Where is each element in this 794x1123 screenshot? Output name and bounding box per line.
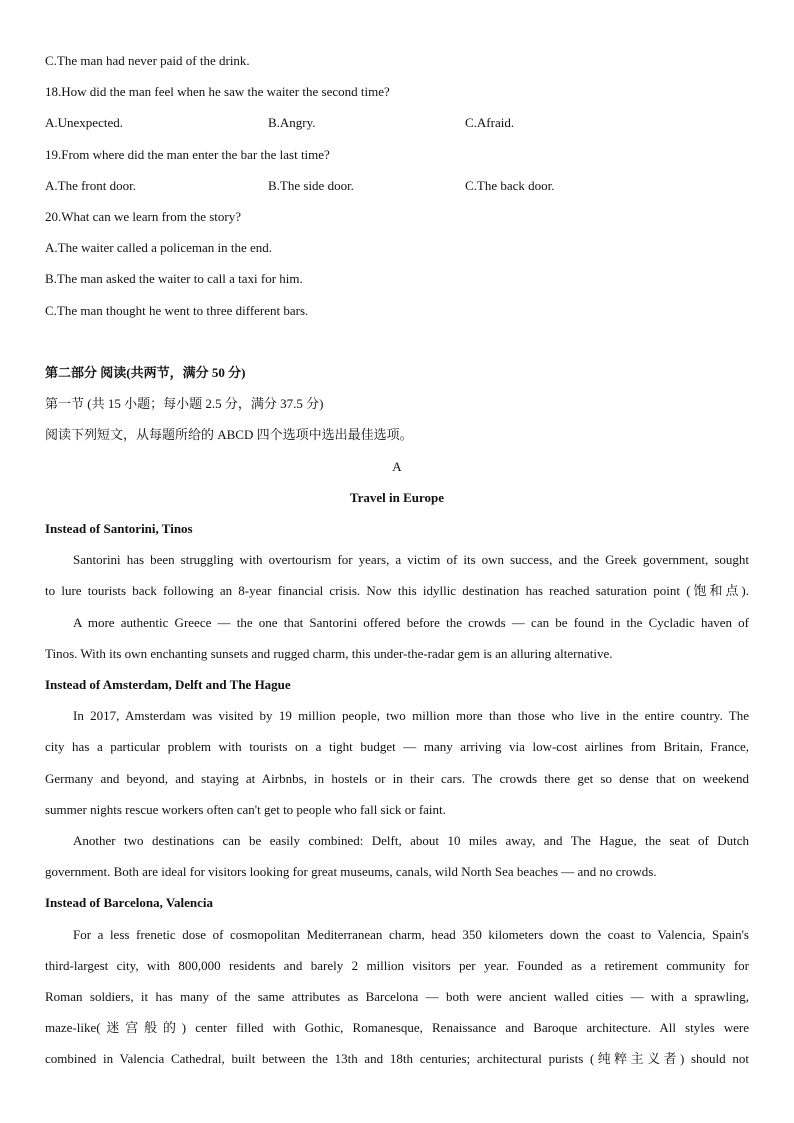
passage-title: Travel in Europe bbox=[349, 490, 445, 505]
paragraph-line: summer nights rescue workers often can't get to people who fall sick or faint. bbox=[45, 802, 446, 817]
paragraph-line: Tinos. With its own enchanting sunsets and rugged charm, this under-the-radar gem is an alluring alternative. bbox=[45, 646, 613, 661]
section-heading-barcelona: Instead of Barcelona, Valencia bbox=[45, 895, 214, 910]
paragraph-line: maze-like(迷宫般的) center filled with Gothic, Romanesque, Renaissance and Baroque architecture. All styles were bbox=[45, 1020, 749, 1035]
q19-question: 19.From where did the man enter the bar the last time? bbox=[45, 147, 330, 162]
passage-letter: A bbox=[392, 459, 402, 474]
q20-option-c: C.The man thought he went to three different bars. bbox=[45, 303, 309, 318]
section-subheading: 第一节 (共 15 小题；每小题 2.5 分，满分 37.5 分) bbox=[45, 396, 324, 411]
paragraph-line: to lure tourists back following an 8-year financial crisis. Now this idyllic destination has reached saturation point (饱和点). bbox=[45, 583, 749, 598]
q17-option-c: C.The man had never paid of the drink. bbox=[45, 53, 250, 68]
paragraph-line: In 2017, Amsterdam was visited by 19 million people, two million more than those who live in the entire country. The bbox=[73, 708, 749, 723]
paragraph-line: city has a particular problem with tourists on a tight budget — many arriving via low-cost airlines from Britain, France, bbox=[45, 739, 749, 754]
section-heading-amsterdam: Instead of Amsterdam, Delft and The Hague bbox=[45, 677, 291, 692]
q19-option-b: B.The side door. bbox=[268, 178, 354, 193]
paragraph-line: A more authentic Greece — the one that Santorini offered before the crowds — can be found in the Cycladic haven of bbox=[73, 615, 749, 630]
paragraph-line: For a less frenetic dose of cosmopolitan Mediterranean charm, head 350 kilometers down the coast to Valencia, Spain's bbox=[73, 927, 749, 942]
q18-option-c: C.Afraid. bbox=[465, 115, 515, 130]
paragraph-line: combined in Valencia Cathedral, built between the 13th and 18th centuries; architectural purists (纯粹主义者) should not bbox=[45, 1051, 749, 1066]
q20-option-b: B.The man asked the waiter to call a taxi for him. bbox=[45, 271, 303, 286]
paragraph-line: Another two destinations can be easily combined: Delft, about 10 miles away, and The Hague, the seat of Dutch bbox=[73, 833, 749, 848]
paragraph-line: government. Both are ideal for visitors looking for great museums, canals, wild North Sea beaches — and no crowds. bbox=[45, 864, 657, 879]
q18-question: 18.How did the man feel when he saw the waiter the second time? bbox=[45, 84, 390, 99]
section-instruction: 阅读下列短文，从每题所给的 ABCD 四个选项中选出最佳选项。 bbox=[45, 427, 413, 442]
section-heading: 第二部分 阅读(共两节，满分 50 分) bbox=[45, 365, 246, 380]
q20-option-a: A.The waiter called a policeman in the end. bbox=[45, 240, 273, 255]
paragraph-line: Roman soldiers, it has many of the same attributes as Barcelona — both were ancient walled cities — with a sprawling, bbox=[45, 989, 749, 1004]
q18-option-b: B.Angry. bbox=[268, 115, 316, 130]
q20-question: 20.What can we learn from the story? bbox=[45, 209, 242, 224]
q19-options bbox=[45, 178, 749, 194]
q19-option-c: C.The back door. bbox=[465, 178, 555, 193]
section-heading-santorini: Instead of Santorini, Tinos bbox=[45, 521, 193, 536]
paragraph-line: Germany and beyond, and staying at Airbnbs, in hostels or in their cars. The crowds there get so dense that on weekend bbox=[45, 771, 749, 786]
q19-option-a: A.The front door. bbox=[45, 178, 136, 193]
q18-options bbox=[45, 115, 749, 131]
paragraph-line: third-largest city, with 800,000 residents and barely 2 million visitors per year. Founded as a retirement community for bbox=[45, 958, 749, 973]
q18-option-a: A.Unexpected. bbox=[45, 115, 123, 130]
paragraph-line: Santorini has been struggling with overtourism for years, a victim of its own success, and the Greek government, sought bbox=[73, 552, 749, 567]
